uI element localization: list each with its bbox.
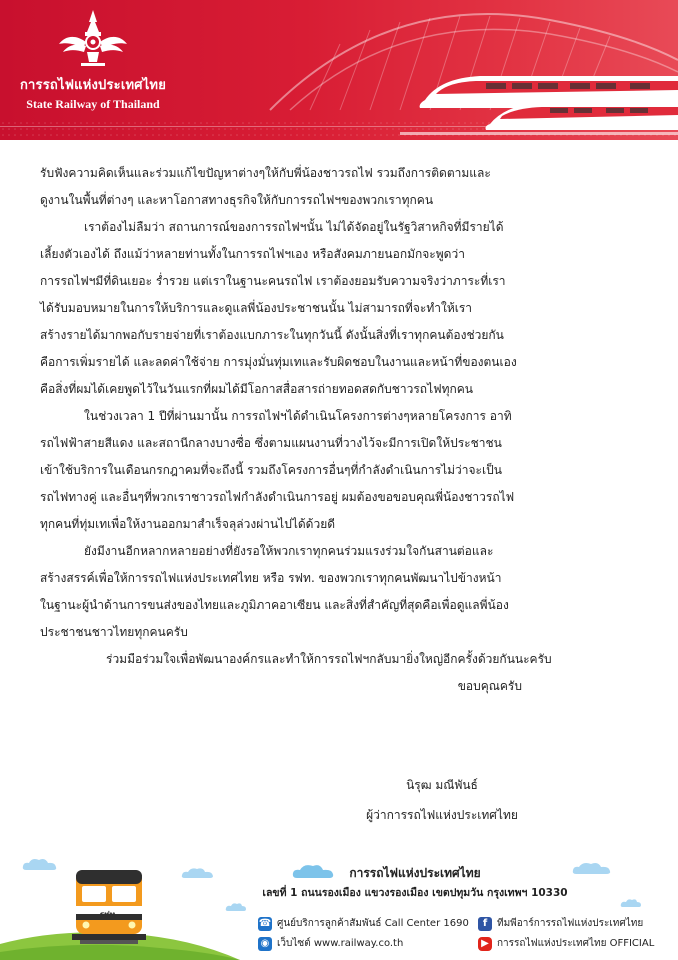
locomotive-label: รฟท. <box>99 910 119 919</box>
website-contact[interactable] <box>258 936 403 951</box>
thanks-line: ขอบคุณครับ <box>457 679 522 693</box>
signature-block <box>312 770 572 830</box>
call-center-text: ศูนย์บริการลูกค้าสัมพันธ์ Call Center 1690 <box>277 918 469 929</box>
facebook-text[interactable]: ทีมพีอาร์การรถไฟแห่งประเทศไทย <box>497 918 644 929</box>
signer-name: นิรุฒ มณีพันธ์ <box>406 778 478 792</box>
globe-icon: ◉ <box>258 937 272 951</box>
youtube-contact[interactable] <box>478 936 654 951</box>
call-center-contact <box>258 916 469 931</box>
cloud-icon <box>225 902 247 912</box>
letter-paragraph: เราต้องไม่ลืมว่า สถานการณ์ของการรถไฟฯนั้น ไม่ได้จัดอยู่ในรัฐวิสาหกิจที่มีรายได้ เลี้ยงตัวเองได้ ถึงแม้ว่าหลายท่านทั้งในการรถไฟฯเอง หรือสังคมภายนอกมักจะพูดว่า การรถไฟฯมีที่ดินเยอะ ร่ำรวย แต่เราในฐานะคนรถไฟ เราต้องยอมรับความจริงว่าภาระที่เรา ได้รับมอบหมายในการให้บริการและดูแลพี่น้องประชาชนนั้น ไม่สามารถที่จะทำให้เรา สร้างรายได้มากพอกับรายจ่ายที่เราต้องแบกภาระในทุกวันนี้ ดังนั้นสิ่งที่เราทุกคนต้องช่วยกัน คือการเพิ่มรายได้ และลดค่าใช้จ่าย การมุ่งมั่นทุ่มเทและรับผิดชอบในงานและหน้าที่ของตนเอง คือสิ่งที่ผมได้เคยพูดไว้ในวันแรกที่ผมได้มีโอกาสสื่อสารถ่ายทอดสดกับชาวรถไฟทุกคน <box>40 220 517 396</box>
cloud-icon <box>20 856 60 872</box>
letter-paragraph: รับฟังความคิดเห็นและร่วมแก้ไขปัญหาต่างๆให้กับพี่น้องชาวรถไฟ รวมถึงการติดตามและ ดูงานในพื้นที่ต่างๆ และหาโอกาสทางธุรกิจให้กับการรถไฟฯของพวกเราทุกคน <box>40 166 491 207</box>
footer-org-name: การรถไฟแห่งประเทศไทย <box>349 866 481 880</box>
locomotive-icon <box>70 864 148 946</box>
letterhead-banner <box>0 0 678 140</box>
phone-icon: ☎ <box>258 918 272 929</box>
letter-paragraph: ยังมีงานอีกหลากหลายอย่างที่ยังรอให้พวกเราทุกคนร่วมแรงร่วมใจกันสานต่อและ สร้างสรรค์เพื่อให้การรถไฟแห่งประเทศไทย หรือ รฟท. ของพวกเราทุกคนพัฒนาไปข้างหน้า ในฐานะผู้นำด้านการขนส่งของไทยและภูมิภาคอาเซียน และสิ่งที่สำคัญที่สุดคือเพื่อดูแลพี่น้อง ประชาชนชาวไทยทุกคนครับ <box>40 544 509 639</box>
youtube-icon: ▶ <box>478 937 492 951</box>
website-text[interactable]: เว็บไซต์ www.railway.co.th <box>277 938 404 949</box>
letter-body <box>40 160 640 700</box>
facebook-contact[interactable] <box>478 916 643 931</box>
srt-logo-block <box>18 8 168 112</box>
cloud-icon <box>180 866 216 880</box>
org-name-thai: การรถไฟแห่งประเทศไทย <box>19 78 167 93</box>
facebook-icon: f <box>478 917 492 931</box>
letter-paragraph: ในช่วงเวลา 1 ปีที่ผ่านมานั้น การรถไฟฯได้ดำเนินโครงการต่างๆหลายโครงการ อาทิ รถไฟฟ้าสายสีแดง และสถานีกลางบางซื่อ ซึ่งตามแผนงานที่วางไว้จะมีการเปิดให้ประชาชน เข้าใช้บริการในเดือนกรกฎาคมที่จะถึงนี้ รวมถึงโครงการอื่นๆที่กำลังดำเนินการไม่ว่าจะเป็น รถไฟทางคู่ และอื่นๆที่พวกเราชาวรถไฟกำลังดำเนินการอยู่ ผมต้องขอขอบคุณพี่น้องชาวรถไฟ ทุกคนที่ทุ่มเทเพื่อให้งานออกมาสำเร็จลุล่วงผ่านไปได้ด้วยดี <box>40 409 515 531</box>
cloud-icon <box>620 898 642 908</box>
srt-emblem-icon <box>57 8 129 70</box>
footer <box>0 842 678 960</box>
youtube-text[interactable]: การรถไฟแห่งประเทศไทย OFFICIAL <box>497 938 655 949</box>
train-station-illustration <box>250 0 678 140</box>
closing-sentence: ร่วมมือร่วมใจเพื่อพัฒนาองค์กรและทำให้การรถไฟฯกลับมายิ่งใหญ่อีกครั้งด้วยกันนะครับ <box>106 652 552 666</box>
signer-title: ผู้ว่าการรถไฟแห่งประเทศไทย <box>366 808 518 822</box>
org-name-english: State Railway of Thailand <box>26 97 160 111</box>
footer-address: เลขที่ 1 ถนนรองเมือง แขวงรองเมือง เขตปทุมวัน กรุงเทพฯ 10330 <box>262 887 568 899</box>
